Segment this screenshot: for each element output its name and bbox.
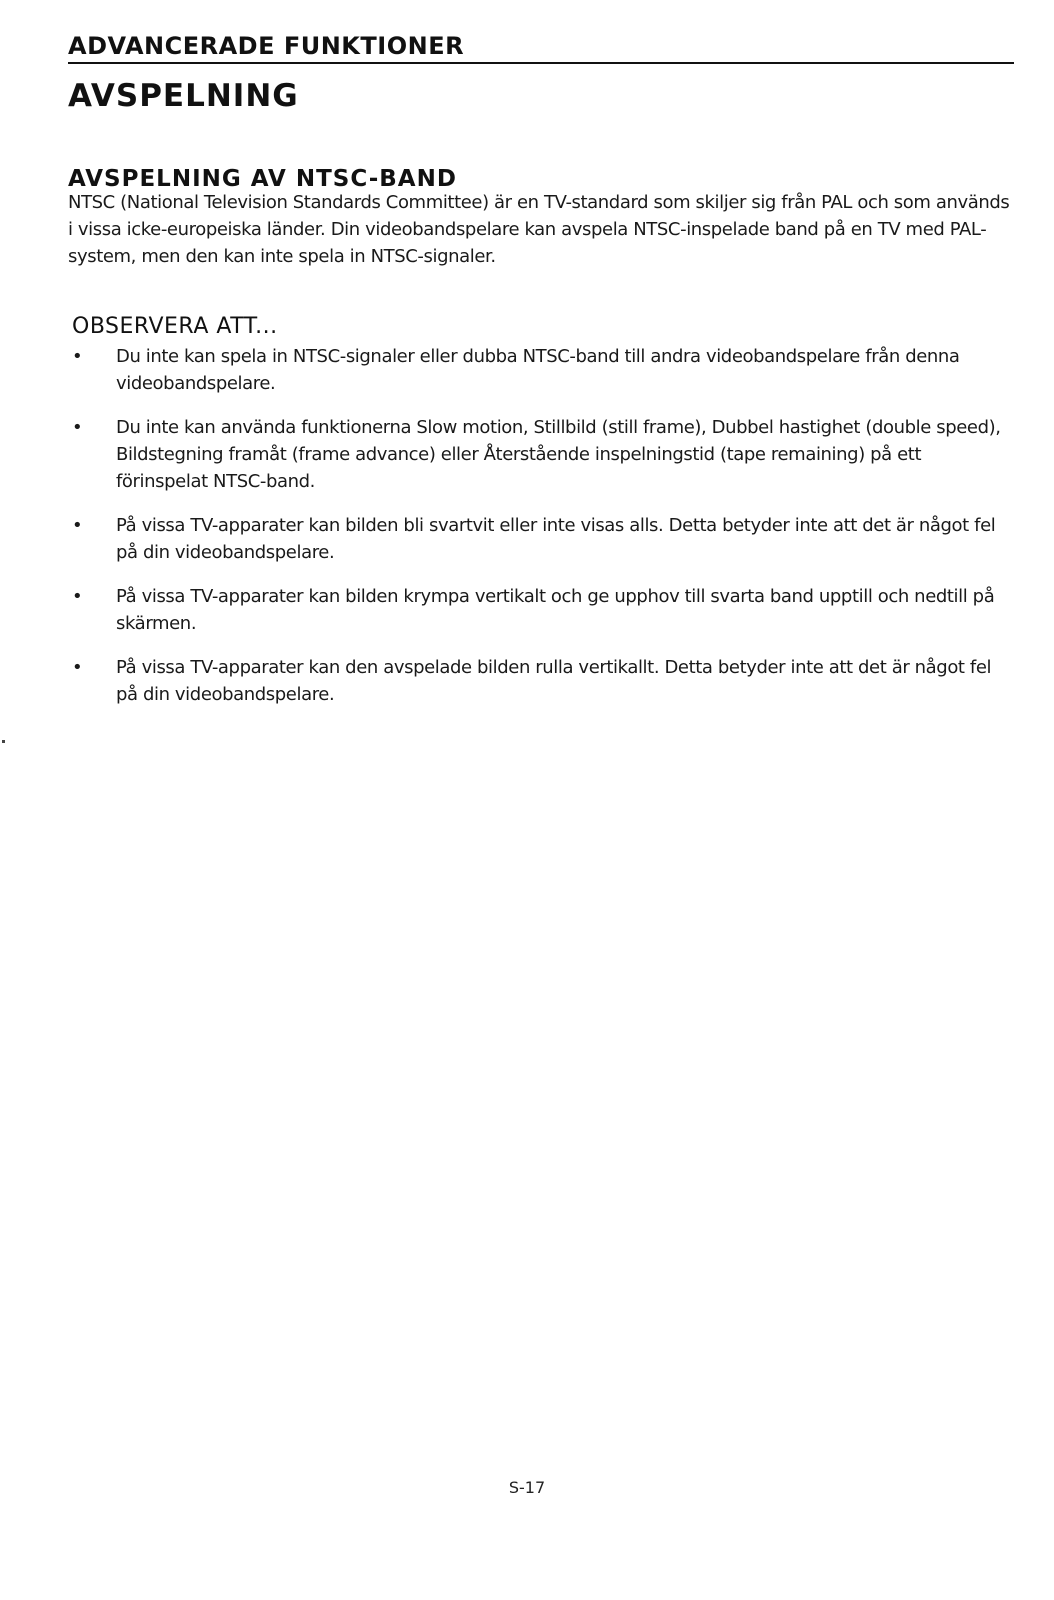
bullet-icon: •	[72, 515, 83, 536]
list-item	[72, 583, 1018, 637]
header-rule	[68, 62, 1014, 64]
page-number: S-17	[508, 1478, 546, 1497]
notes-heading: OBSERVERA ATT...	[72, 314, 278, 339]
ntsc-intro-paragraph: NTSC (National Television Standards Committee) är en TV-standard som skiljer sig från PAL och som används i vissa icke-europeiska länder. Din videobandspelare kan avspela NTSC-inspelade band på en TV med PAL-system, men den kan inte spela in NTSC-signaler.	[68, 192, 1010, 267]
scan-mark	[2, 740, 5, 743]
page-title: AVSPELNING	[68, 78, 299, 114]
ntsc-heading: AVSPELNING AV NTSC-BAND	[68, 166, 457, 192]
list-item-text: På vissa TV-apparater kan den avspelade bilden rulla vertikallt. Detta betyder inte att det är något fel på din videobandspelare.	[116, 657, 992, 705]
list-item	[72, 654, 1018, 708]
list-item	[72, 414, 1018, 495]
list-item-text: På vissa TV-apparater kan bilden krympa vertikalt och ge upphov till svarta band upptill och nedtill på skärmen.	[116, 586, 995, 634]
bullet-icon: •	[72, 346, 83, 367]
list-item	[72, 343, 1018, 397]
bullet-icon: •	[72, 657, 83, 678]
list-item	[72, 512, 1018, 566]
list-item-text: Du inte kan använda funktionerna Slow motion, Stillbild (still frame), Dubbel hastighet (double speed), Bildstegning framåt (frame advance) eller Återstående inspelningstid (tape remaining) på ett förinspelat NTSC-band.	[116, 417, 1001, 492]
list-item-text: Du inte kan spela in NTSC-signaler eller dubba NTSC-band till andra videobandspelare från denna videobandspelare.	[116, 346, 960, 394]
bullet-icon: •	[72, 417, 83, 438]
notes-list	[72, 343, 1018, 725]
bullet-icon: •	[72, 586, 83, 607]
section-label: ADVANCERADE FUNKTIONER	[68, 32, 465, 60]
list-item-text: På vissa TV-apparater kan bilden bli svartvit eller inte visas alls. Detta betyder inte att det är något fel på din videobandspelare.	[116, 515, 996, 563]
